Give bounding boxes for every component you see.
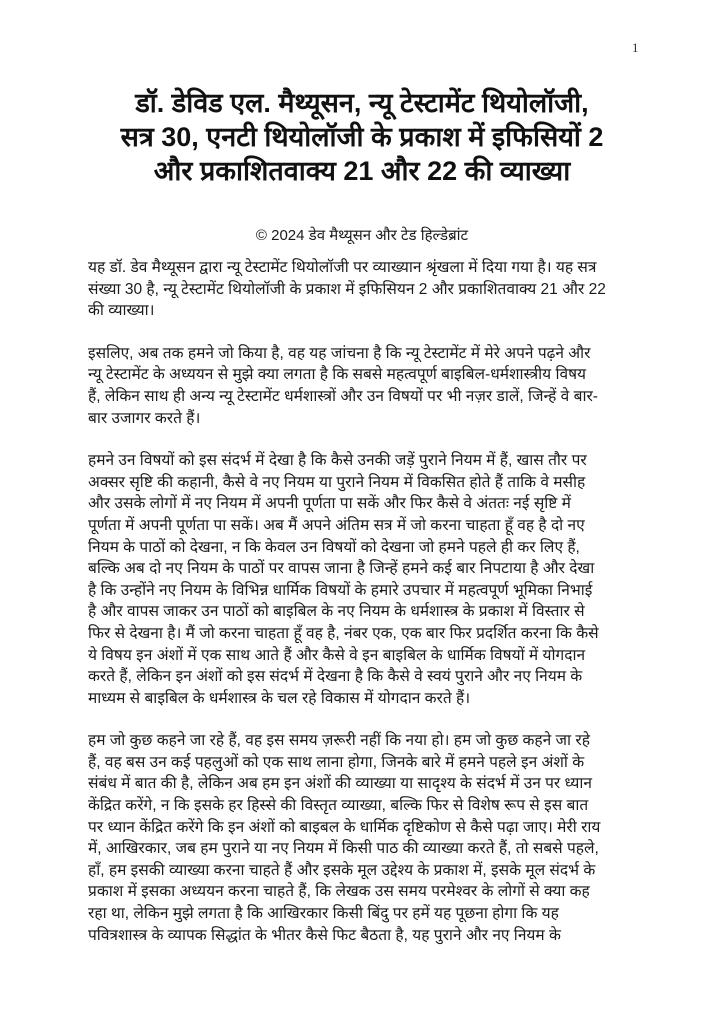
text-line: ये विषय इन अंशों में एक साथ आते हैं और कैसे वे इन बाइबिल के धार्मिक विषयों में योगदान [88,646,586,664]
text-line: रहा था, लेकिन मुझे लगता है कि आखिरकार किसी बिंदु पर हमें यह पूछना होगा कि यह [88,905,559,923]
text-line: प्रकाश में इसका अध्ययन करना चाहते हैं, कि लेखक उस समय परमेश्वर के लोगों से क्या कह [88,883,590,901]
text-line: हमने उन विषयों को इस संदर्भ में देखा है कि कैसे उनकी जड़ें पुराने नियम में हैं, खास तौर पर [88,452,587,470]
text-line: और उसके लोगों में नए नियम में अपनी पूर्णता पा सकें और फिर कैसे वे अंततः नई सृष्टि में [88,495,571,513]
text-line: करते हैं, लेकिन इन अंशों को इस संदर्भ में देखना है कि कैसे वे स्वयं पुराने और नए नियम के [88,668,583,686]
title-line: डॉ. डेविड एल. मैथ्यूसन, न्यू टेस्टामेंट थियोलॉजी, [135,88,589,118]
text-line: पर ध्यान केंद्रित करेंगे कि इन अंशों को बाइबल के धार्मिक दृष्टिकोण से कैसे पढ़ा जाए। मेरी राय [88,818,601,836]
text-line: संख्या 30 है, न्यू टेस्टामेंट थियोलॉजी के प्रकाश में इफिसियन 2 और प्रकाशितवाक्य 21 और 22 [88,280,606,298]
paragraph [88,450,648,709]
text-line: अक्सर सृष्टि की कहानी, कैसे वे नए नियम या पुराने नियम में विकसित होते हैं ताकि वे मसीह [88,473,586,491]
text-line: संबंध में बात की है, लेकिन अब हम इन अंशों की व्याख्या या सादृश्य के संदर्भ में उन पर ध्यान [88,775,592,793]
document-title [60,86,664,188]
title-line: सत्र 30, एनटी थियोलॉजी के प्रकाश में इफिसियों 2 [120,122,604,152]
text-line: फिर से देखना है। मैं जो करना चाहता हूँ वह है, नंबर एक, एक बार फिर प्रदर्शित करना कि कैसे [88,624,599,642]
text-line: हैं, वह बस उन कई पहलुओं को एक साथ लाना होगा, जिनके बारे में हमने पहले इन अंशों के [88,753,585,771]
paragraph-intro [88,257,648,322]
text-line: बार उजागर करते हैं। [88,409,201,427]
text-line: बल्कि अब दो नए नियम के पाठों पर वापस जाना है जिन्हें हमने कई बार निपटाया है और देखा [88,560,595,578]
text-line: माध्यम से बाइबिल के धर्मशास्त्र के चल रहे विकास में योगदान करते हैं। [88,689,471,707]
text-line: पवित्रशास्त्र के व्यापक सिद्धांत के भीतर कैसे फिट बैठता है, यह पुराने और नए नियम के [88,926,561,944]
title-line: और प्रकाशितवाक्य 21 और 22 की व्याख्या [153,156,571,186]
text-line: हम जो कुछ कहने जा रहे हैं, वह इस समय ज़रूरी नहीं कि नया हो। हम जो कुछ कहने जा रहे [88,732,590,750]
text-line: केंद्रित करेंगे, न कि इसके हर हिस्से की विस्तृत व्याख्या, बल्कि फिर से विशेष रूप से इस बात [88,797,589,815]
paragraph [88,730,648,946]
text-line: की व्याख्या। [88,302,155,320]
text-line: है और वापस जाकर उन पाठों को बाइबिल के नए नियम के धर्मशास्त्र के प्रकाश में विस्तार से [88,603,585,621]
text-line: हैं, लेकिन साथ ही अन्य न्यू टेस्टामेंट धर्मशास्त्रों और उन विषयों पर भी नज़र डालें, जिन्हें वे बार- [88,387,598,405]
text-line: पूर्णता में अपनी पूर्णता पा सकें। अब मैं अपने अंतिम सत्र में जो करना चाहता हूँ वह है दो नए [88,516,585,534]
page-number: 1 [632,40,639,55]
text-line: हाँ, हम इसकी व्याख्या करना चाहते हैं और इसके मूल उद्देश्य के प्रकाश में, इसके मूल संदर्भ के [88,861,596,879]
document-body [88,257,648,967]
text-line: है कि उन्होंने नए नियम के विभिन्न धार्मिक विषयों के हमारे उपचार में महत्वपूर्ण भूमिका निभाई [88,581,593,599]
copyright-notice: © 2024 डेव मैथ्यूसन और टेड हिल्डेब्रांट [255,227,469,244]
paragraph [88,343,648,429]
text-line: यह डॉ. डेव मैथ्यूसन द्वारा न्यू टेस्टामेंट थियोलॉजी पर व्याख्यान श्रृंखला में दिया गया है। यह सत्र [88,259,597,276]
text-line: न्यू टेस्टामेंट के अध्ययन से मुझे क्या लगता है कि सबसे महत्वपूर्ण बाइबिल-धर्मशास्त्रीय विषय [88,366,587,384]
text-line: इसलिए, अब तक हमने जो किया है, वह यह जांचना है कि न्यू टेस्टामेंट में मेरे अपने पढ़ने और [88,344,591,362]
text-line: नियम के पाठों को देखना, न कि केवल उन विषयों को देखना जो हमने पहले ही कर लिए हैं, [88,538,580,556]
text-line: में, आखिरकार, जब हम पुराने या नए नियम में किसी पाठ की व्याख्या करते हैं, तो सबसे पहले, [88,840,599,858]
